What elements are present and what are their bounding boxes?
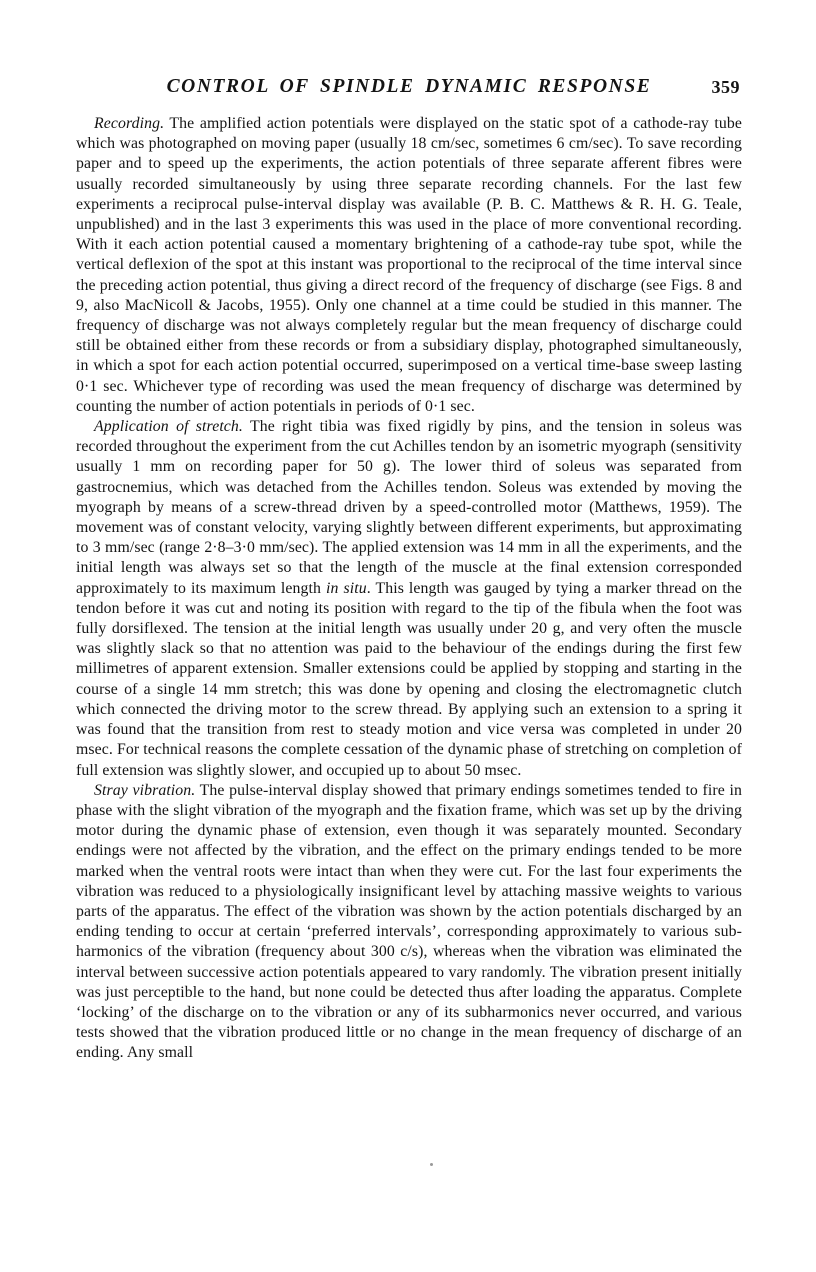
paragraph-stray-text: The pulse-interval display showed that primary endings sometimes tended to fire in phase with the slight vibration of the myograph and the fixation frame, which was set up by the driving motor during the dynamic phase of extension, even though it was separately mounted. Secondary endings were not affected by the vibration, and the effect on the primary endings tended to be more marked when the ventral roots were intact than when they were cut. For the last four experiments the vibration was reduced to a physiologically insignificant level by attaching massive weights to various parts of the apparatus. The effect of the vibration was shown by the action potentials discharged by an ending tending to occur at certain ‘preferred intervals’, corresponding approximately to various sub-harmonics of the vibration (frequency about 300 c/s), whereas when the vibration was eliminated the interval between successive action potentials appeared to vary randomly. The vibration present initially was just perceptible to the hand, but none could be detected thus after loading the apparatus. Complete ‘locking’ of the discharge on to the vibration or any of its subharmonics never occurred, and various tests showed that the vibration produced little or no change in the mean frequency of discharge of an ending. Any small bbox=[76, 781, 742, 1062]
page-number: 359 bbox=[711, 77, 740, 97]
page-body bbox=[76, 114, 742, 1064]
paragraph-recording-lead: Recording. bbox=[94, 115, 165, 132]
paragraph-stray-lead: Stray vibration. bbox=[94, 781, 196, 799]
paragraph-application-text-1: The right tibia was fixed rigidly by pins, and the tension in soleus was recorded throughout the experiment from the cut Achilles tendon by an isometric myograph (sensitivity usually 1 mm on recording paper for 50 g). The lower third of soleus was separated from gastrocnemius, which was detached from the Achilles tendon. Soleus was extended by moving the myograph by means of a screw-thread driven by a speed-controlled motor (Matthews, 1959). The movement was of constant velocity, varying slightly between different experiments, but approximating to 3 mm/sec (range 2·8–3·0 mm/sec). The applied extension was 14 mm in all the experiments, and the initial length was always set so that the length of the muscle at the final extension corresponded approximately to its maximum length bbox=[76, 418, 742, 597]
paragraph-stray-vibration bbox=[76, 781, 742, 1064]
page-header bbox=[76, 76, 742, 102]
paragraph-application-italic-phrase: in situ bbox=[326, 579, 367, 597]
paragraph-application-of-stretch bbox=[76, 417, 742, 781]
paragraph-application-lead: Application of stretch. bbox=[94, 418, 243, 436]
scan-artifact-dot bbox=[430, 1163, 433, 1166]
running-title: CONTROL OF SPINDLE DYNAMIC RESPONSE bbox=[166, 76, 652, 97]
paragraph-recording bbox=[76, 114, 742, 417]
paragraph-recording-text: The amplified action potentials were displayed on the static spot of a cathode-ray tube which was photographed on moving paper (usually 18 cm/sec, sometimes 6 cm/sec). To save recording paper and to speed up the experiments, the action potentials of three separate afferent fibres were usually recorded simultaneously by using three separate recording channels. For the last few experiments a reciprocal pulse-interval display was available (P. B. C. Matthews & R. H. G. Teale, unpublished) and in the last 3 experiments this was used in the place of more conventional recording. With it each action potential caused a momentary brightening of a cathode-ray tube spot, while the vertical deflexion of the spot at this instant was proportional to the reciprocal of the time interval since the preceding action potential, thus giving a direct record of the frequency of discharge (see Figs. 8 and 9, also MacNicoll & Jacobs, 1955). Only one channel at a time could be studied in this manner. The frequency of discharge was not always completely regular but the mean frequency of discharge could still be obtained either from these records or from a subsidiary display, photographed simultaneously, in which a spot for each action potential occurred, superimposed on a vertical time-base sweep lasting 0·1 sec. Whichever type of recording was used the mean frequency of discharge was determined by counting the number of action potentials in periods of 0·1 sec. bbox=[76, 115, 742, 415]
paragraph-application-text-2: . This length was gauged by tying a marker thread on the tendon before it was cut and noting its position with regard to the tip of the fibula when the foot was fully dorsiflexed. The tension at the initial length was usually under 20 g, and very often the muscle was slightly slack so that no attention was paid to the behaviour of the endings during the first few millimetres of apparent extension. Smaller extensions could be applied by stopping and starting in the course of a single 14 mm stretch; this was done by opening and closing the electromagnetic clutch which connected the driving motor to the screw thread. By applying such an extension to a spring it was found that the transition from rest to steady motion and vice versa was completed in under 20 msec. For technical reasons the complete cessation of the dynamic phase of stretching on completion of full extension was slightly slower, and occupied up to about 50 msec. bbox=[76, 579, 743, 779]
